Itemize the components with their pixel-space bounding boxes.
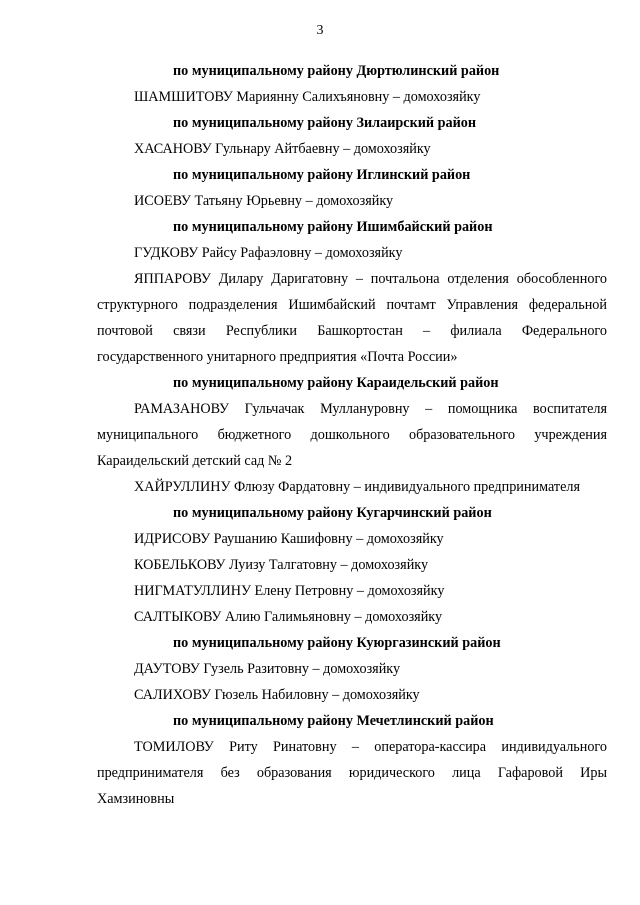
paragraph-line: ЯППАРОВУ Дилару Даригатовну – почтальона отделения обособленного bbox=[134, 271, 607, 287]
section-heading: по муниципальному району Иглинский район bbox=[173, 167, 471, 183]
page-number: 3 bbox=[316, 23, 324, 38]
paragraph-line: государственного унитарного предприятия «Почта России» bbox=[97, 349, 458, 365]
list-item: САЛИХОВУ Гюзель Набиловну – домохозяйку bbox=[134, 687, 420, 703]
list-item: ГУДКОВУ Райсу Рафаэловну – домохозяйку bbox=[134, 245, 403, 261]
list-item-paragraph bbox=[97, 734, 607, 812]
section-heading: по муниципальному району Зилаирский район bbox=[173, 115, 477, 131]
paragraph-line: Караидельский детский сад № 2 bbox=[97, 453, 293, 469]
list-item: ДАУТОВУ Гузель Разитовну – домохозяйку bbox=[134, 661, 401, 677]
list-item: ИДРИСОВУ Раушанию Кашифовну – домохозяйку bbox=[134, 531, 444, 547]
paragraph-line: структурного подразделения Ишимбайский почтамт Управления федеральной bbox=[97, 297, 607, 313]
list-item-paragraph bbox=[97, 266, 607, 370]
section-heading: по муниципальному району Мечетлинский район bbox=[173, 713, 494, 729]
list-item: ИСОЕВУ Татьяну Юрьевну – домохозяйку bbox=[134, 193, 394, 209]
paragraph-line: ТОМИЛОВУ Риту Ринатовну – оператора-кассира индивидуального bbox=[134, 739, 607, 755]
list-item: ШАМШИТОВУ Мариянну Салихъяновну – домохозяйку bbox=[134, 89, 481, 105]
section-heading: по муниципальному району Ишимбайский район bbox=[173, 219, 493, 235]
section-heading: по муниципальному району Куюргазинский район bbox=[173, 635, 501, 651]
paragraph-line: почтовой связи Республики Башкортостан – филиала Федерального bbox=[97, 323, 607, 339]
paragraph-line: РАМАЗАНОВУ Гульчачак Муллануровну – помощника воспитателя bbox=[134, 401, 607, 417]
section-heading: по муниципальному району Дюртюлинский район bbox=[173, 63, 500, 79]
list-item: КОБЕЛЬКОВУ Луизу Талгатовну – домохозяйку bbox=[134, 557, 429, 573]
list-item-paragraph bbox=[97, 396, 607, 474]
section-heading: по муниципальному району Кугарчинский район bbox=[173, 505, 492, 521]
list-item: САЛТЫКОВУ Алию Галимьяновну – домохозяйку bbox=[134, 609, 443, 625]
paragraph-line: муниципального бюджетного дошкольного образовательного учреждения bbox=[97, 427, 607, 443]
paragraph-line: Хамзиновны bbox=[97, 791, 175, 807]
list-item: НИГМАТУЛЛИНУ Елену Петровну – домохозяйку bbox=[134, 583, 445, 599]
section-heading: по муниципальному району Караидельский район bbox=[173, 375, 499, 391]
list-item: ХАЙРУЛЛИНУ Флюзу Фардатовну – индивидуального предпринимателя bbox=[134, 479, 580, 495]
document-body bbox=[97, 62, 607, 816]
paragraph-line: предпринимателя без образования юридического лица Гафаровой Иры bbox=[97, 765, 607, 781]
list-item: ХАСАНОВУ Гульнару Айтбаевну – домохозяйку bbox=[134, 141, 431, 157]
